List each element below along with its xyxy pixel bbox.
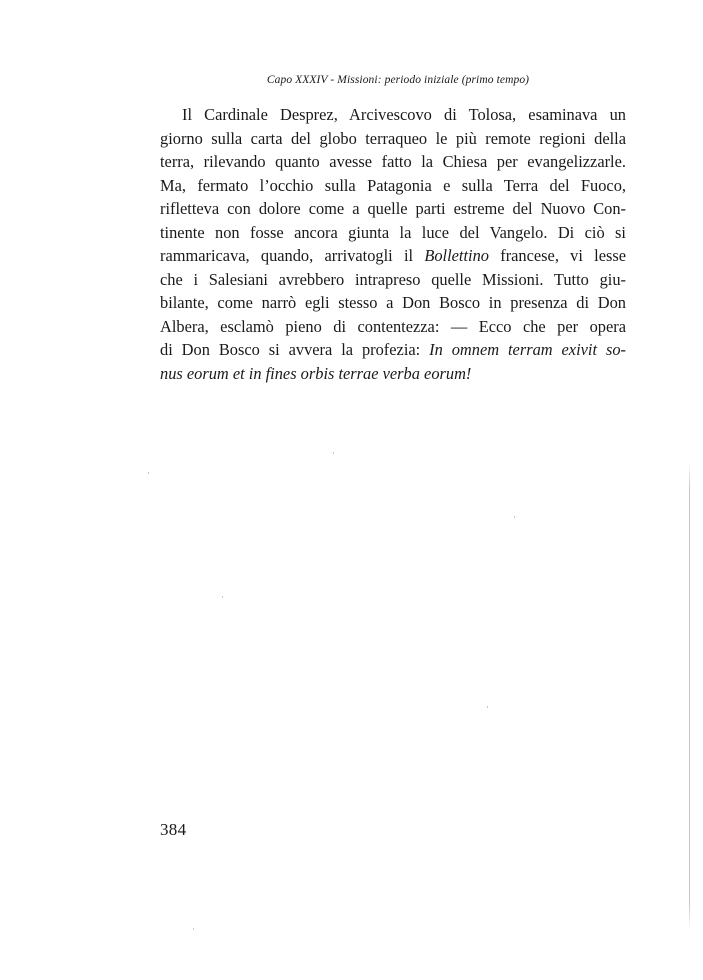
scan-speck	[514, 516, 515, 518]
latin-quotation: In omnem terram exivit so-	[429, 340, 626, 359]
italic-title: Bollettino	[424, 246, 489, 265]
text-line: che i Salesiani avrebbero intrapreso quelle Missioni. Tutto giu-	[160, 269, 626, 289]
scan-edge-shadow	[689, 462, 690, 930]
text-line	[160, 362, 626, 386]
text-line: giorno sulla carta del globo terraqueo le più remote regioni della	[160, 128, 626, 148]
text-line: Ma, fermato l’occhio sulla Patagonia e sulla Terra del Fuoco,	[160, 175, 626, 195]
text-line	[160, 244, 626, 268]
text-line: terra, rilevando quanto avesse fatto la Chiesa per evangelizzarle.	[160, 152, 626, 171]
text-line: Albera, esclamò pieno di contentezza: — Ecco che per opera	[160, 316, 626, 336]
scan-speck	[148, 472, 149, 474]
text-line: bilante, come narrò egli stesso a Don Bosco in presenza di Don	[160, 293, 626, 312]
page-number: 384	[160, 820, 187, 839]
scan-speck	[333, 452, 334, 454]
latin-quotation: nus eorum et in fines orbis terrae verba eorum!	[160, 363, 472, 383]
text-line: Il Cardinale Desprez, Arcivescovo di Tolosa, esaminava un	[182, 105, 626, 124]
scan-speck	[487, 706, 488, 708]
body-paragraph	[160, 103, 626, 385]
text-line: rifletteva con dolore come a quelle parti estreme del Nuovo Con-	[160, 199, 626, 218]
text-line	[160, 338, 626, 362]
text-line: tinente non fosse ancora giunta la luce del Vangelo. Di ciò si	[160, 222, 626, 242]
text-segment: francese, vi lesse	[500, 246, 627, 265]
scan-speck	[222, 596, 223, 598]
text-segment: rammaricava, quando, arrivatogli il	[160, 246, 414, 265]
text-segment: di Don Bosco si avvera la profezia:	[160, 340, 421, 359]
running-header: Capo XXXIV - Missioni: periodo iniziale (primo tempo)	[266, 74, 530, 86]
scan-speck	[193, 928, 194, 930]
